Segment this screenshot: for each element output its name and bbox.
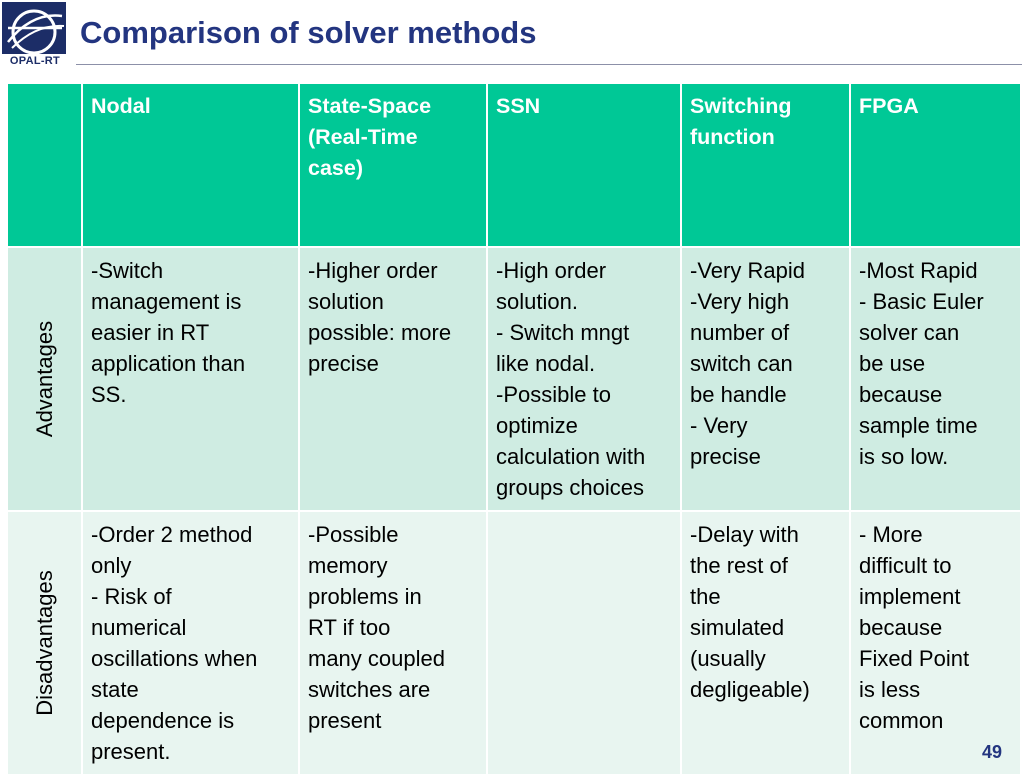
cell-disadvantages-switching-function: -Delay with the rest of the simulated (usually degligeable) [681, 511, 850, 775]
page-number: 49 [981, 742, 1002, 762]
cell-advantages-fpga: -Most Rapid - Basic Euler solver can be use because sample time is so low. [850, 247, 1021, 511]
cell-advantages-ssn: -High order solution. - Switch mngt like nodal. -Possible to optimize calculation with groups choices [487, 247, 681, 511]
cell-advantages-nodal: -Switch management is easier in RT application than SS. [82, 247, 299, 511]
table-row-advantages [7, 247, 1021, 511]
row-label-advantages: Advantages [31, 320, 57, 438]
opal-rt-logo [0, 0, 68, 70]
cell-disadvantages-state-space: -Possible memory problems in RT if too many coupled switches are present [299, 511, 487, 775]
cell-disadvantages-fpga: - More difficult to implement because Fixed Point is less common [850, 511, 1021, 775]
row-label-disadvantages: Disadvantages [31, 570, 57, 716]
row-label-cell-disadvantages [7, 511, 82, 775]
slide-title: Comparison of solver methods [80, 15, 537, 50]
title-divider [76, 64, 1022, 65]
cell-advantages-state-space: -Higher order solution possible: more precise [299, 247, 487, 511]
header-cell-fpga: FPGA [850, 83, 1021, 247]
logo-text: OPAL-RT [9, 55, 61, 67]
header-cell-nodal: Nodal [82, 83, 299, 247]
table-row-disadvantages [7, 511, 1021, 775]
table-header-row [7, 83, 1021, 247]
row-label-cell-advantages [7, 247, 82, 511]
cell-advantages-switching-function: -Very Rapid -Very high number of switch can be handle - Very precise [681, 247, 850, 511]
header-cell-ssn: SSN [487, 83, 681, 247]
header-cell-empty [7, 83, 82, 247]
cell-disadvantages-ssn [487, 511, 681, 775]
solver-comparison-table [6, 82, 1022, 776]
header-cell-state-space: State-Space (Real-Time case) [299, 83, 487, 247]
cell-disadvantages-nodal: -Order 2 method only - Risk of numerical oscillations when state dependence is present. [82, 511, 299, 775]
header-cell-switching-function: Switching function [681, 83, 850, 247]
opal-rt-logo-icon [2, 2, 66, 54]
